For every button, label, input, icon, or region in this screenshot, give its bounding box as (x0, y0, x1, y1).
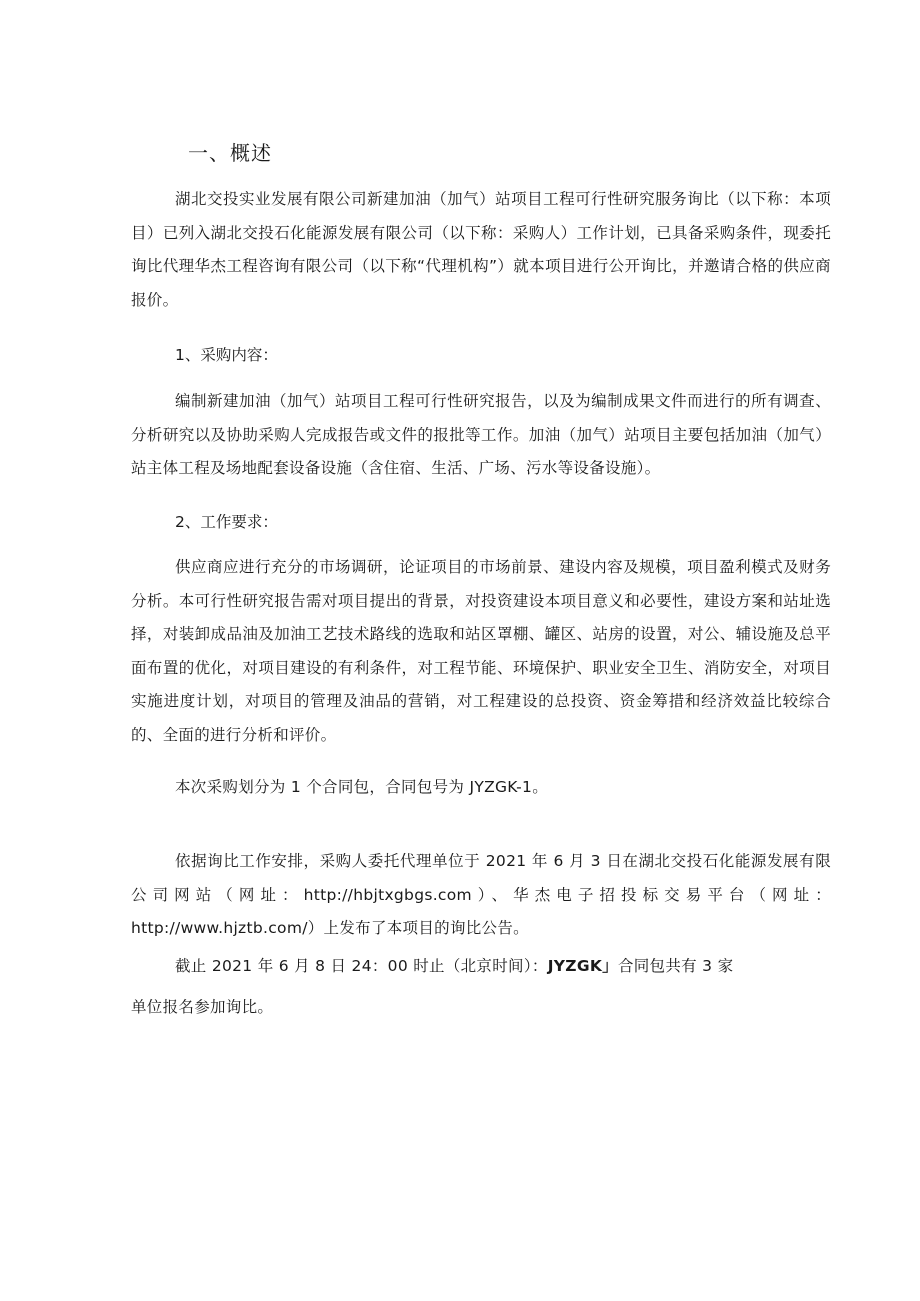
intro-paragraph: 湖北交投实业发展有限公司新建加油（加气）站项目工程可行性研究服务询比（以下称：本项目）已列入湖北交投石化能源发展有限公司（以下称：采购人）工作计划，已具备采购条件，现委托询比代理华杰工程咨询有限公司（以下称“代理机构”）就本项目进行公开询比，并邀请合格的供应商报价。 (131, 190, 831, 309)
package-line: 本次采购划分为 1 个合同包，合同包号为 JYZGK-1。 (175, 778, 549, 796)
deadline-line (175, 954, 733, 976)
item2-body: 供应商应进行充分的市场调研，论证项目的市场前景、建设内容及规模，项目盈利模式及财务分析。本可行性研究报告需对项目提出的背景，对投资建设本项目意义和必要性，建设方案和站址选择，对装卸成品油及加油工艺技术路线的选取和站区罩棚、罐区、站房的设置，对公、辅设施及总平面布置的优化，对项目建设的有利条件，对工程节能、环境保护、职业安全卫生、消防安全，对项目实施进度计划，对项目的管理及油品的营销，对工程建设的总投资、资金筹措和经济效益比较综合的、全面的进行分析和评价。 (131, 558, 831, 744)
announcement-paragraph: 依据询比工作安排，采购人委托代理单位于 2021 年 6 月 3 日在湖北交投石化能源发展有限公司网站（网址：http://hbjtxgbgs.com）、华杰电子招投标交易平台（网址：http://www.hjztb.com/）上发布了本项目的询比公告。 (131, 852, 831, 937)
section-heading: 一、概述 (188, 141, 272, 165)
item1-body: 编制新建加油（加气）站项目工程可行性研究报告，以及为编制成果文件而进行的所有调查、分析研究以及协助采购人完成报告或文件的报批等工作。加油（加气）站项目主要包括加油（加气）站主体工程及场地配套设备设施（含住宿、生活、广场、污水等设备设施）。 (131, 392, 831, 477)
item2-title: 2、工作要求： (175, 513, 278, 531)
deadline-suffix: 合同包共有 3 家 (617, 957, 734, 975)
item1-title: 1、采购内容： (175, 346, 278, 364)
deadline-line-2: 单位报名参加询比。 (131, 998, 274, 1016)
deadline-code: JYZGK」 (547, 957, 618, 975)
deadline-prefix: 截止 2021 年 6 月 8 日 24：00 时止（北京时间）： (175, 957, 548, 975)
